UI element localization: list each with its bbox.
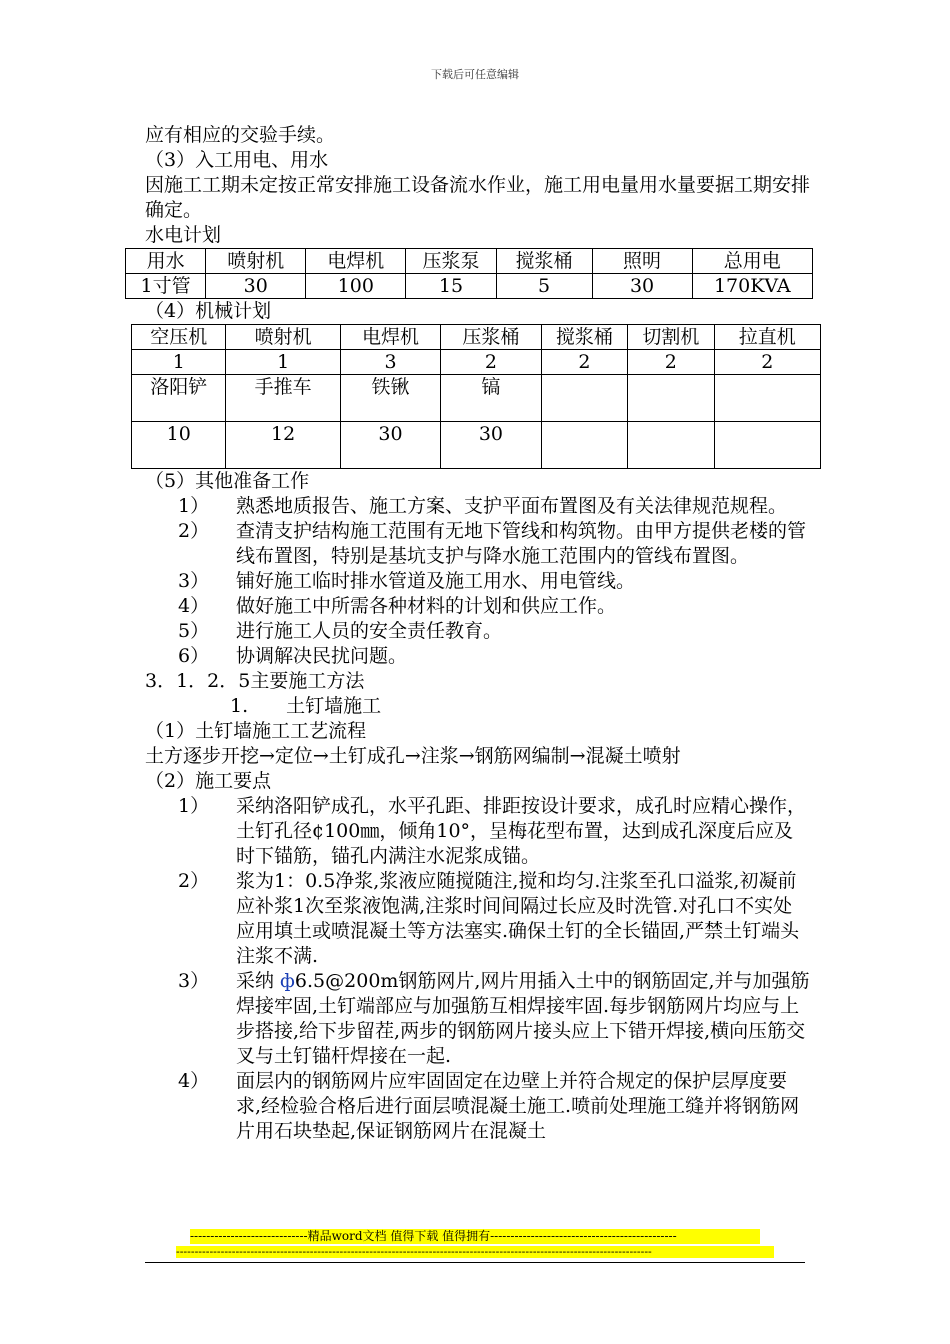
table-cell: 3 — [340, 350, 440, 375]
table-cell: 30 — [441, 422, 541, 469]
list-item — [145, 969, 810, 1069]
document-body — [140, 123, 811, 1144]
subheading-other-prep: （5）其他准备工作 — [145, 470, 310, 492]
table-cell: 压浆泵 — [406, 249, 496, 274]
list-item — [145, 569, 810, 594]
paragraph: 因施工工期未定按正常安排施工设备流水作业，施工用电量用水量要据工期安排确定。 — [145, 174, 811, 221]
machinery-plan-table — [131, 324, 821, 469]
table-row — [132, 350, 821, 375]
list-item-number: 1） — [178, 795, 210, 817]
table-cell: 电焊机 — [306, 249, 406, 274]
table-cell: 1 — [132, 350, 226, 375]
table-row — [132, 375, 821, 422]
subheading-key-points: （2）施工要点 — [145, 770, 272, 792]
table-cell: 喷射机 — [226, 325, 340, 350]
list-item-number: 2） — [178, 870, 210, 892]
diameter-symbol: ф — [280, 970, 295, 992]
list-item-text: 铺好施工临时排水管道及施工用水、用电管线。 — [236, 570, 636, 592]
table-cell — [714, 422, 820, 469]
paragraph: 应有相应的交验手续。 — [145, 124, 336, 146]
table-cell: 2 — [714, 350, 820, 375]
table-cell: 手推车 — [226, 375, 340, 422]
list-item-text: 面层内的钢筋网片应牢固固定在边壁上并符合规定的保护层厚度要求,经检验合格后进行面层喷混凝土施工.喷前处理施工缝并将钢筋网片用石块垫起,保证钢筋网片在混凝土 — [236, 1070, 800, 1142]
list-item-number: 6） — [178, 645, 210, 667]
table-header-row — [132, 325, 821, 350]
table-cell: 30 — [206, 274, 306, 299]
process-flow: 土方逐步开挖→定位→土钉成孔→注浆→钢筋网编制→混凝土喷射 — [145, 745, 681, 767]
list-item-text: 协调解决民扰问题。 — [236, 645, 408, 667]
list-item-text: 6.5@200m钢筋网片,网片用插入土中的钢筋固定,并与加强筋焊接牢固,土钉端部应与加强筋互相焊接牢固.每步钢筋网片均应与上步搭接,给下步留茬,两步的钢筋网片接头应上下错开焊接,横向压筋交叉与土钉锚杆焊接在一起. — [236, 970, 810, 1067]
table-cell: 照明 — [592, 249, 692, 274]
list-item — [145, 594, 810, 619]
table-cell: 30 — [340, 422, 440, 469]
table-cell: 拉直机 — [714, 325, 820, 350]
table-cell: 1 — [226, 350, 340, 375]
table-cell: 2 — [628, 350, 714, 375]
table-cell: 100 — [306, 274, 406, 299]
table-row — [132, 422, 821, 469]
table-cell: 12 — [226, 422, 340, 469]
list-item — [145, 1069, 810, 1144]
table-cell: 搅浆桶 — [541, 325, 627, 350]
list-item-number: 3） — [178, 570, 210, 592]
section-heading: 3．1．2．5主要施工方法 — [145, 670, 365, 692]
table-cell — [541, 422, 627, 469]
list-item — [145, 619, 810, 644]
page-header: 下载后可任意编辑 — [431, 68, 519, 81]
list-item — [145, 494, 810, 519]
table-cell: 总用电 — [692, 249, 812, 274]
table-cell: 洛阳铲 — [132, 375, 226, 422]
table-cell — [714, 375, 820, 422]
subheading-flow: （1）土钉墙施工工艺流程 — [145, 720, 367, 742]
subheading-machinery: （4）机械计划 — [145, 300, 272, 322]
list-item-number: 5） — [178, 620, 210, 642]
subheading-power-water: （3）入工用电、用水 — [145, 149, 329, 171]
table-cell: 2 — [441, 350, 541, 375]
table-cell: 电焊机 — [340, 325, 440, 350]
list-item-text: 浆为1：0.5净浆,浆液应随搅随注,搅和均匀.注浆至孔口溢浆,初凝前应补浆1次至浆液饱满,注浆时间间隔过长应及时洗管.对孔口不实处应用填土或喷混凝土等方法塞实.确保土钉的全长锚固,严禁土钉端头注浆不满. — [236, 870, 800, 967]
table-cell: 15 — [406, 274, 496, 299]
footer-rule — [145, 1262, 805, 1263]
table-cell: 170KVA — [692, 274, 812, 299]
list-item-text: 查清支护结构施工范围有无地下管线和构筑物。由甲方提供老楼的管线布置图，特别是基坑支护与降水施工范围内的管线布置图。 — [236, 520, 807, 567]
table-cell: 1寸管 — [126, 274, 206, 299]
list-item-number: 1） — [178, 495, 210, 517]
table-cell: 铁锹 — [340, 375, 440, 422]
list-item-prefix: 采纳 — [236, 970, 281, 992]
list-item — [145, 869, 810, 969]
list-item — [145, 644, 810, 669]
list-item-number: 4） — [178, 595, 210, 617]
table-header-row — [126, 249, 813, 274]
table-cell: 30 — [592, 274, 692, 299]
table-cell: 空压机 — [132, 325, 226, 350]
table-cell — [628, 375, 714, 422]
list-item — [145, 519, 810, 569]
table-cell: 喷射机 — [206, 249, 306, 274]
list-item-text: 采纳洛阳铲成孔，水平孔距、排距按设计要求，成孔时应精心操作，土钉孔径¢100㎜，倾角10°，呈梅花型布置，达到成孔深度后应及时下锚筋，锚孔内满注水泥浆成锚。 — [236, 795, 807, 867]
list-item-number: 2） — [178, 520, 210, 542]
utility-plan-table — [125, 248, 813, 299]
list-item-number: 4） — [178, 1070, 210, 1092]
table-cell: 镐 — [441, 375, 541, 422]
table-cell: 2 — [541, 350, 627, 375]
table-cell: 10 — [132, 422, 226, 469]
table-cell: 5 — [496, 274, 592, 299]
table-cell: 用水 — [126, 249, 206, 274]
table-row — [126, 274, 813, 299]
footer-banner: -----------------------------精品word文档 值得下载 值得拥有---------------------------------------------- — [190, 1229, 760, 1244]
list-item-text: 熟悉地质报告、施工方案、支护平面布置图及有关法律规范规程。 — [236, 495, 788, 517]
table-caption: 水电计划 — [145, 224, 222, 246]
list-item-text: 做好施工中所需各种材料的计划和供应工作。 — [236, 595, 617, 617]
table-cell: 切割机 — [628, 325, 714, 350]
list-item-number: 3） — [178, 970, 210, 992]
list-item — [145, 794, 810, 869]
footer-dash-line: -------------------------------------------------------------------------------------------------------------------------------- — [176, 1246, 774, 1258]
table-cell: 搅浆桶 — [496, 249, 592, 274]
table-cell: 压浆桶 — [441, 325, 541, 350]
table-cell — [541, 375, 627, 422]
subsection-heading: 1. 土钉墙施工 — [230, 695, 382, 717]
list-item-text: 进行施工人员的安全责任教育。 — [236, 620, 503, 642]
table-cell — [628, 422, 714, 469]
